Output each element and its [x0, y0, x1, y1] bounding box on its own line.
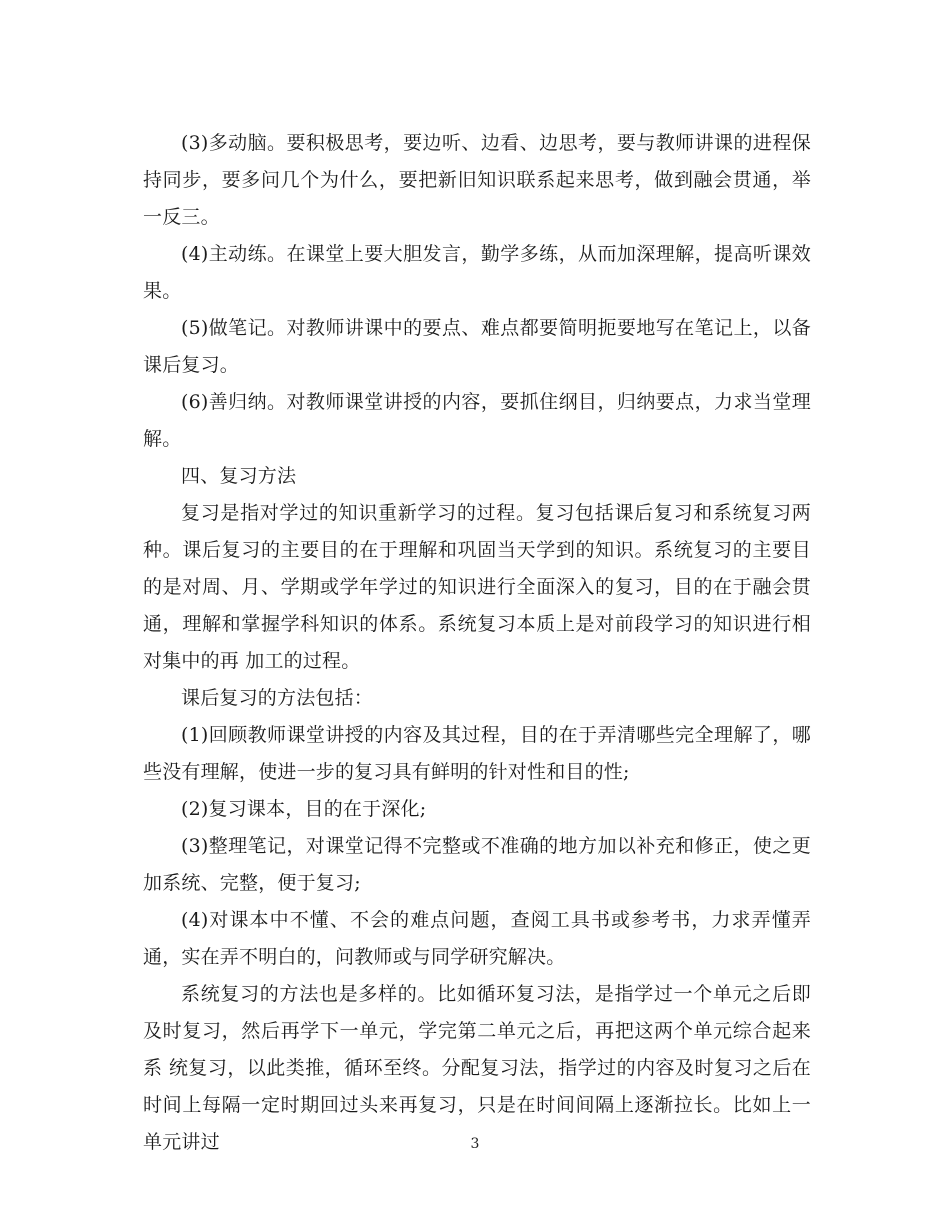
paragraph-summarize: (6)善归纳。对教师课堂讲授的内容，要抓住纲目，归纳要点，力求当堂理解。 — [143, 391, 811, 450]
paragraph-take-notes: (5)做笔记。对教师讲课中的要点、难点都要简明扼要地写在笔记上，以备课后复习。 — [143, 317, 811, 376]
paragraph-think-actively: (3)多动脑。要积极思考，要边听、边看、边思考，要与教师讲课的进程保持同步，要多问几个为什么，要把新旧知识联系起来思考，做到融会贯通，举一反三。 — [143, 132, 811, 228]
list-item-resolve-difficulties: (4)对课本中不懂、不会的难点问题，查阅工具书或参考书，力求弄懂弄通，实在弄不明白的，问教师或与同学研究解决。 — [143, 909, 811, 968]
list-item-recall-lecture: (1)回顾教师课堂讲授的内容及其过程，目的在于弄清哪些完全理解了，哪些没有理解，使进一步的复习具有鲜明的针对性和目的性; — [143, 724, 811, 783]
paragraph-practice-actively: (4)主动练。在课堂上要大胆发言，勤学多练，从而加深理解，提高听课效果。 — [143, 243, 811, 302]
paragraph-review-definition: 复习是指对学过的知识重新学习的过程。复习包括课后复习和系统复习两种。课后复习的主要目的在于理解和巩固当天学到的知识。系统复习的主要目的是对周、月、学期或学年学过的知识进行全面深入的复习，目的在于融会贯通，理解和掌握学科知识的体系。系统复习本质上是对前段学习的知识进行相对集中的再 加工的过程。 — [143, 502, 811, 672]
list-item-organize-notes: (3)整理笔记，对课堂记得不完整或不准确的地方加以补充和修正，使之更加系统、完整，便于复习; — [143, 835, 811, 894]
page-number: 3 — [470, 1136, 480, 1152]
paragraph-after-class-review-intro: 课后复习的方法包括： — [181, 687, 374, 709]
paragraph-systematic-review: 系统复习的方法也是多样的。比如循环复习法，是指学过一个单元之后即及时复习，然后再学下一单元，学完第二单元之后，再把这两个单元综合起来系 统复习，以此类推，循环至终。分配复习法，指学过的内容及时复习之后在时间上每隔一定时期回过头来再复习，只是在时间间隔上逐渐拉长。比如上一单元讲过 — [143, 983, 811, 1153]
section-heading-review-methods: 四、复习方法 — [181, 465, 297, 487]
list-item-review-textbook: (2)复习课本，目的在于深化; — [181, 798, 427, 820]
body-text — [143, 125, 811, 1161]
